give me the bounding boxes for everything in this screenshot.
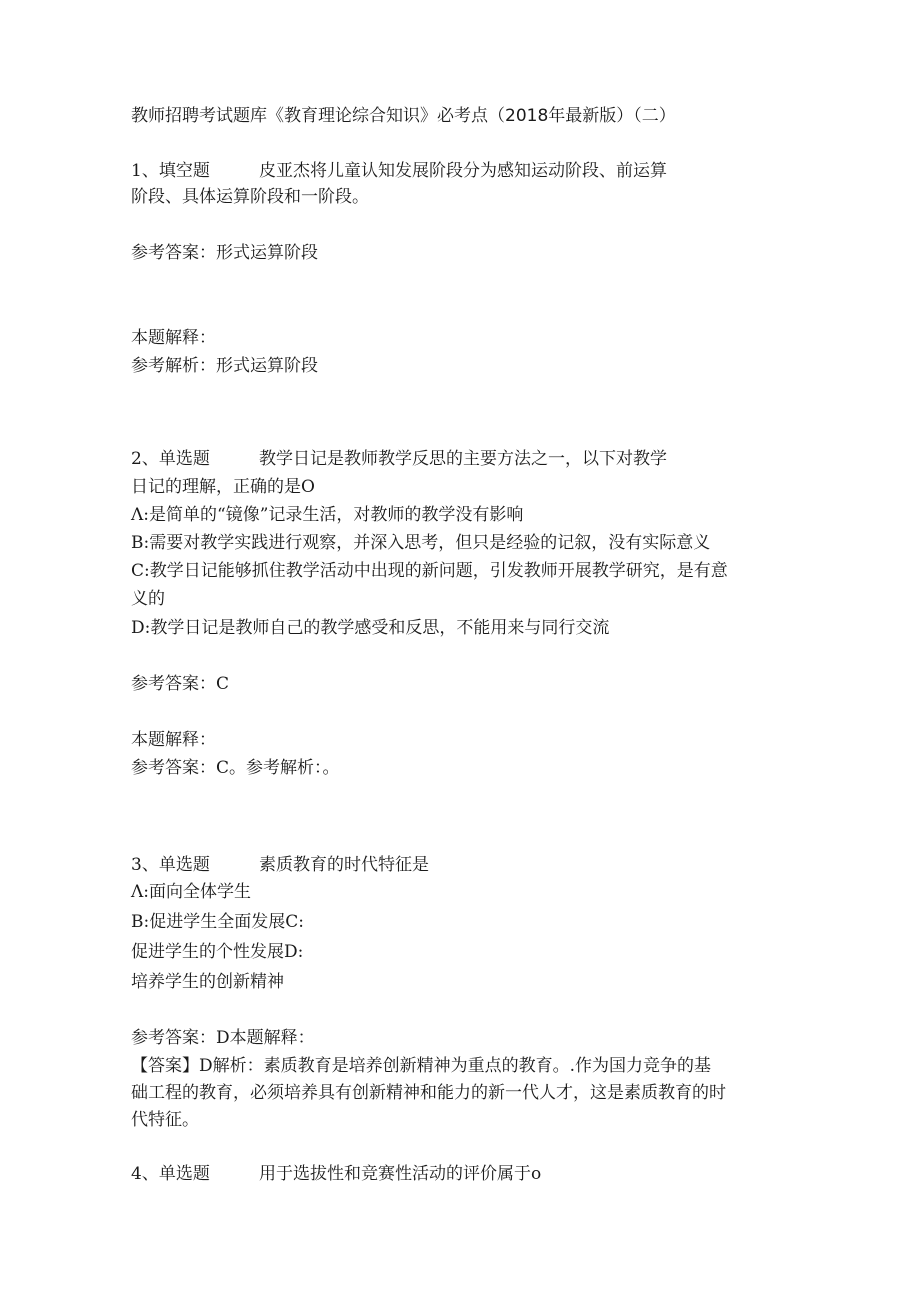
question-3-stem: 素质教育的时代特征是 <box>259 855 429 875</box>
question-1-explain-label: 本题解释： <box>131 328 216 348</box>
question-2-line-1 <box>131 451 667 468</box>
question-2-explain-label: 本题解释： <box>131 730 216 750</box>
question-3-line-1 <box>131 857 429 874</box>
question-2-option-c-cont: 义的 <box>131 589 165 609</box>
question-3-option-a: Λ:面向全体学生 <box>131 882 252 902</box>
question-1-explain: 参考解析：形式运算阶段 <box>131 356 318 376</box>
question-2-answer: 参考答案：C <box>131 674 230 694</box>
question-4-stem: 用于选拔性和竞赛性活动的评价属于o <box>259 1164 542 1184</box>
question-3-explain-line-2: 础工程的教育，必须培养具有创新精神和能力的新一代人才，这是素质教育的时 <box>131 1083 726 1103</box>
question-1-stem: 皮亚杰将儿童认知发展阶段分为感知运动阶段、前运算 <box>259 161 667 181</box>
question-3-explain-line-3: 代特征。 <box>131 1110 199 1130</box>
question-1-stem-cont: 阶段、具体运算阶段和一阶段。 <box>131 187 369 207</box>
question-2-stem-cont: 日记的理解，正确的是O <box>131 477 315 497</box>
question-2-option-c: C:教学日记能够抓住教学活动中出现的新问题，引发教师开展教学研究，是有意 <box>131 561 728 581</box>
document-title: 教师招聘考试题库《教育理论综合知识》必考点（2018年最新版）（二） <box>131 106 676 126</box>
question-2-option-b: B:需要对教学实践进行观察，并深入思考，但只是经验的记叙，没有实际意义 <box>131 533 711 553</box>
question-3-option-b: B:促进学生全面发展C: <box>131 912 304 932</box>
question-3-header: 3、单选题 <box>131 855 210 875</box>
question-2-option-d: D:教学日记是教师自己的教学感受和反思，不能用来与同行交流 <box>131 618 610 638</box>
question-3-option-d: 培养学生的创新精神 <box>131 972 284 992</box>
question-2-explain: 参考答案：C。参考解析：。 <box>131 758 340 778</box>
question-4-line-1 <box>131 1166 541 1183</box>
question-3-option-c: 促进学生的个性发展D: <box>131 942 304 962</box>
question-3-answer: 参考答案：D本题解释： <box>131 1028 315 1048</box>
question-3-explain-line-1: 【答案】D解析：素质教育是培养创新精神为重点的教育。.作为国力竞争的基 <box>131 1056 712 1076</box>
question-4-header: 4、单选题 <box>131 1164 210 1184</box>
question-1-answer: 参考答案：形式运算阶段 <box>131 243 318 263</box>
question-2-option-a: Λ:是简单的“镜像”记录生活，对教师的教学没有影响 <box>131 505 524 525</box>
question-1-line-1 <box>131 163 667 180</box>
question-2-stem: 教学日记是教师教学反思的主要方法之一，以下对教学 <box>259 449 667 469</box>
question-1-header: 1、填空题 <box>131 161 210 181</box>
question-2-header: 2、单选题 <box>131 449 210 469</box>
